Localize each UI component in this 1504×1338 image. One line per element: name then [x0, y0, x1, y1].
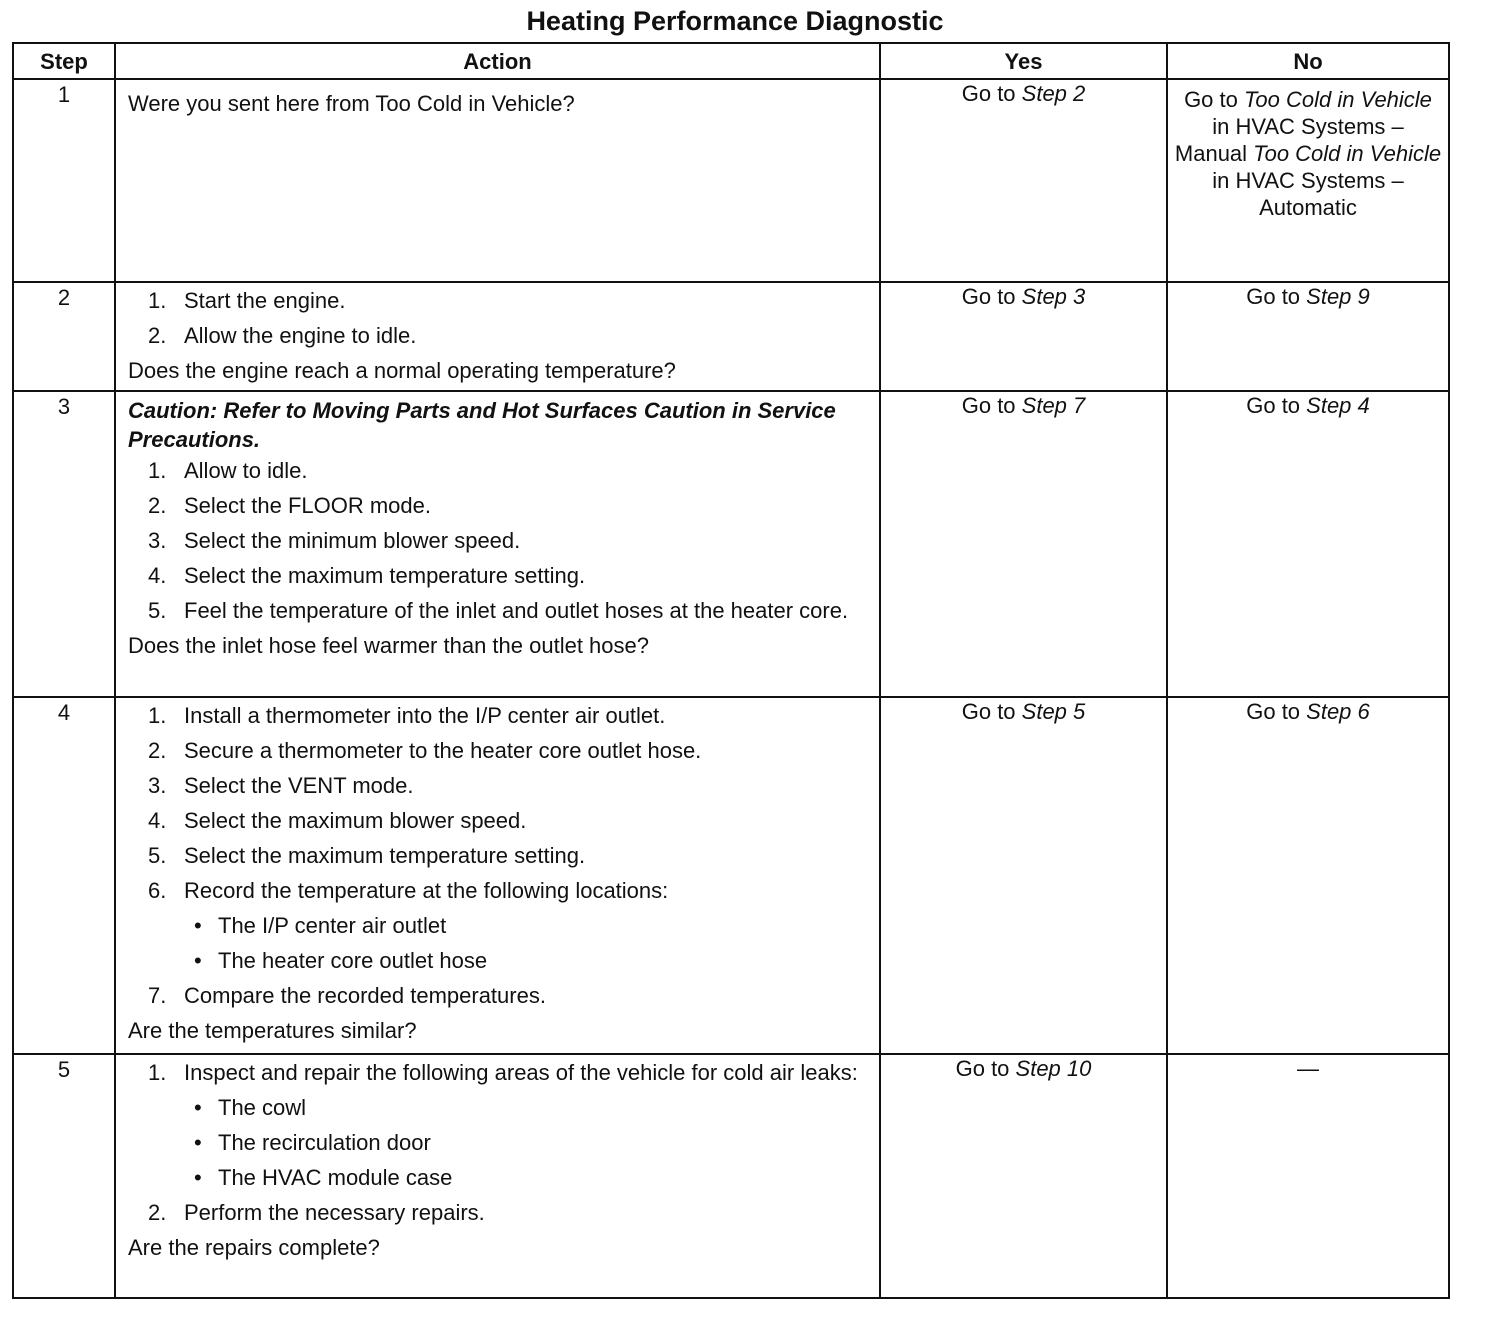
no-step-link[interactable]: Step 4 — [1306, 393, 1370, 418]
action-cell — [115, 79, 880, 282]
action-item: 2. Perform the necessary repairs. — [148, 1200, 485, 1225]
header-row — [13, 43, 1449, 79]
no-dash: — — [1297, 1056, 1319, 1081]
step-number: 4 — [13, 697, 115, 1054]
action-item: 1. Inspect and repair the following areas of the vehicle for cold air leaks: • The cowl • The recirculation door • The HVAC module case — [128, 1059, 867, 1191]
action-item: 1. Start the engine. — [148, 288, 346, 313]
action-item: 3. Select the VENT mode. — [148, 773, 414, 798]
sub-item: • The heater core outlet hose — [194, 948, 488, 973]
yes-prefix: Go to — [961, 81, 1022, 106]
step-number: 5 — [13, 1054, 115, 1298]
yes-step-link[interactable]: Step 3 — [1021, 284, 1086, 309]
action-question: Are the temperatures similar? — [128, 1018, 417, 1043]
no-link-manual[interactable]: Too Cold in Vehicle — [1243, 87, 1432, 112]
action-item: 2. Allow the engine to idle. — [148, 323, 417, 348]
sub-list — [184, 912, 867, 974]
action-item: 6. Record the temperature at the following locations: • The I/P center air outlet • The heater core outlet hose — [128, 877, 867, 974]
no-text-1: Go to — [1184, 87, 1244, 112]
step-number: 2 — [13, 282, 115, 391]
header-step: Step — [13, 43, 115, 79]
no-cell: Go to Step 9 — [1167, 282, 1449, 391]
action-item: 4. Select the maximum temperature setting. — [148, 563, 586, 588]
action-item: 2. Secure a thermometer to the heater core outlet hose. — [148, 738, 702, 763]
sub-item: • The recirculation door — [194, 1130, 431, 1155]
yes-cell: Go to Step 3 — [880, 282, 1167, 391]
sub-item: • The I/P center air outlet — [194, 913, 447, 938]
action-list — [128, 702, 867, 1009]
step-number: 1 — [13, 79, 115, 282]
action-item: 7. Compare the recorded temperatures. — [148, 983, 546, 1008]
action-cell — [115, 282, 880, 391]
no-cell — [1167, 79, 1449, 282]
no-step-link[interactable]: Step 9 — [1306, 284, 1370, 309]
action-question: Does the inlet hose feel warmer than the outlet hose? — [128, 633, 649, 658]
action-cell — [115, 1054, 880, 1298]
yes-cell: Go to Step 10 — [880, 1054, 1167, 1298]
action-list — [128, 1059, 867, 1226]
no-cell — [1167, 1054, 1449, 1298]
table-row — [13, 697, 1449, 1054]
diagnostic-table — [12, 42, 1450, 1299]
yes-cell: Go to Step 5 — [880, 697, 1167, 1054]
sub-list — [184, 1094, 867, 1191]
no-text-3: in HVAC Systems – Automatic — [1212, 168, 1404, 220]
action-list — [128, 457, 867, 624]
yes-step-link[interactable]: Step 10 — [1015, 1056, 1092, 1081]
action-question: Does the engine reach a normal operating temperature? — [128, 358, 676, 383]
header-action: Action — [115, 43, 880, 79]
action-item: 1. Install a thermometer into the I/P center air outlet. — [148, 703, 666, 728]
no-step-link[interactable]: Step 6 — [1306, 699, 1370, 724]
yes-step-link[interactable]: Step 5 — [1021, 699, 1086, 724]
action-cell — [115, 391, 880, 697]
action-list — [128, 287, 867, 349]
sub-item: • The HVAC module case — [194, 1165, 453, 1190]
yes-cell — [880, 79, 1167, 282]
step-number: 3 — [13, 391, 115, 697]
action-item: 2. Select the FLOOR mode. — [148, 493, 431, 518]
action-item: 3. Select the minimum blower speed. — [148, 528, 521, 553]
action-question: Are the repairs complete? — [128, 1235, 380, 1260]
caution-note: Caution: Refer to Moving Parts and Hot Surfaces Caution in Service Precautions. — [128, 398, 836, 452]
yes-step-link[interactable]: Step 7 — [1021, 393, 1086, 418]
table-row — [13, 1054, 1449, 1298]
action-item: 5. Feel the temperature of the inlet and outlet hoses at the heater core. — [148, 598, 849, 623]
header-yes: Yes — [880, 43, 1167, 79]
no-cell: Go to Step 4 — [1167, 391, 1449, 697]
no-cell: Go to Step 6 — [1167, 697, 1449, 1054]
table-row — [13, 282, 1449, 391]
header-no: No — [1167, 43, 1449, 79]
action-item: 4. Select the maximum blower speed. — [148, 808, 527, 833]
no-text-2: in HVAC Systems – Manual — [1174, 114, 1404, 166]
page-title: Heating Performance Diagnostic — [526, 6, 944, 36]
action-cell — [115, 697, 880, 1054]
yes-cell: Go to Step 7 — [880, 391, 1167, 697]
sub-item: • The cowl — [194, 1095, 307, 1120]
no-link-automatic[interactable]: Too Cold in Vehicle — [1253, 141, 1442, 166]
table-row — [13, 391, 1449, 697]
table-row — [13, 79, 1449, 282]
yes-step-link[interactable]: Step 2 — [1021, 81, 1086, 106]
action-item: 5. Select the maximum temperature setting. — [148, 843, 586, 868]
action-question: Were you sent here from Too Cold in Vehicle? — [128, 91, 575, 116]
action-item: 1. Allow to idle. — [148, 458, 308, 483]
